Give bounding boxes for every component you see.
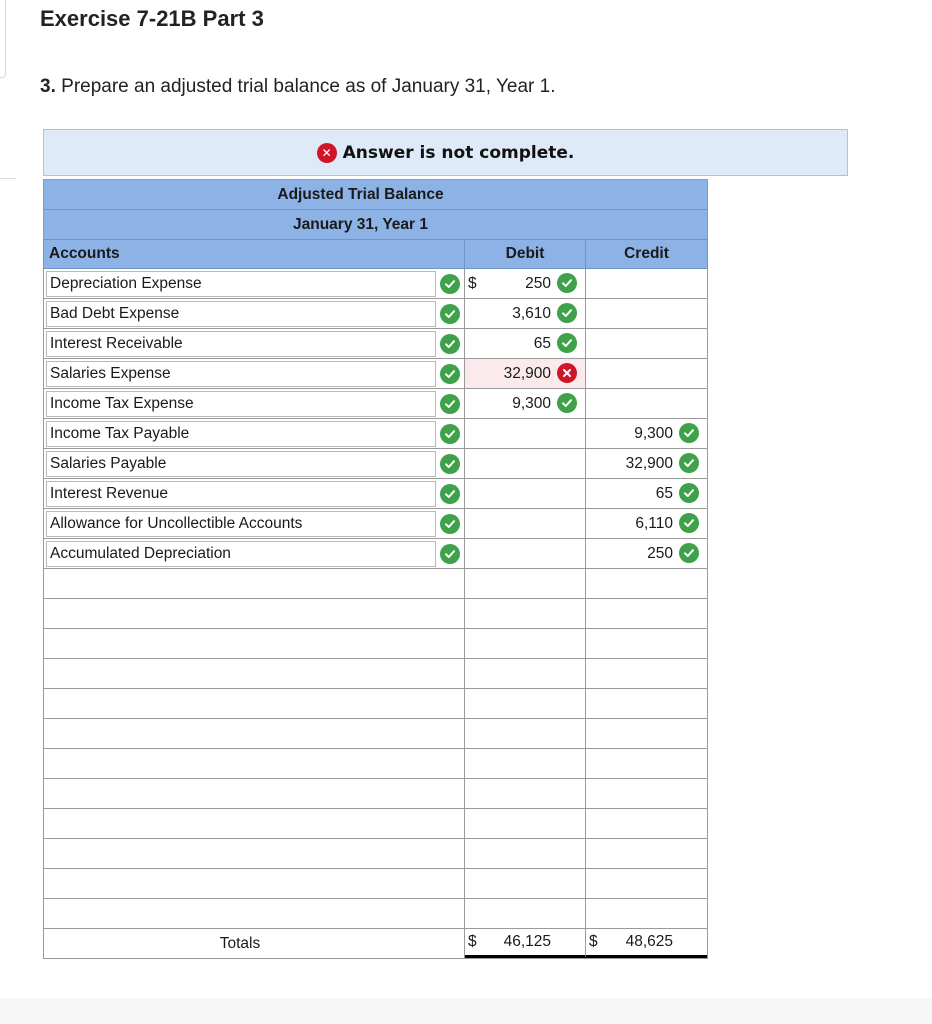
credit-input[interactable] [586,479,707,508]
currency-symbol: $ [468,274,477,292]
check-circle-icon [679,543,699,563]
debit-input[interactable] [465,299,586,328]
column-header-accounts: Accounts [44,240,465,268]
credit-input[interactable] [586,539,707,568]
check-circle-icon [440,304,460,324]
check-circle-icon [557,273,577,293]
credit-value: 6,110 [635,514,673,532]
debit-value: 9,300 [512,394,551,412]
debit-input[interactable] [465,899,586,928]
account-cell[interactable] [44,749,465,778]
empty-table-row [43,899,708,929]
account-cell [44,329,465,358]
credit-input[interactable] [586,749,707,778]
check-circle-icon [557,303,577,323]
table-row [43,329,708,359]
answer-status-text: Answer is not complete. [342,142,575,163]
credit-input[interactable] [586,629,707,658]
check-circle-icon [440,454,460,474]
account-select[interactable]: Allowance for Uncollectible Accounts [46,511,436,537]
account-cell[interactable] [44,599,465,628]
debit-input[interactable] [465,809,586,838]
check-circle-icon [679,483,699,503]
debit-input[interactable] [465,329,586,358]
account-cell[interactable] [44,809,465,838]
account-select[interactable]: Interest Receivable [46,331,436,357]
credit-input[interactable] [586,509,707,538]
column-header-debit: Debit [465,240,586,268]
debit-value: 250 [525,274,551,292]
empty-table-row [43,809,708,839]
table-row [43,299,708,329]
empty-table-row [43,749,708,779]
totals-credit-cell [586,929,707,958]
credit-input[interactable] [586,359,707,388]
empty-table-row [43,659,708,689]
account-select[interactable]: Salaries Payable [46,451,436,477]
account-cell [44,479,465,508]
account-cell [44,509,465,538]
check-circle-icon [679,513,699,533]
column-header-row [43,239,708,269]
account-select[interactable]: Accumulated Depreciation [46,541,436,567]
side-divider [0,178,16,179]
totals-row [43,929,708,959]
empty-table-row [43,839,708,869]
table-row [43,509,708,539]
debit-input[interactable] [465,389,586,418]
account-cell[interactable] [44,569,465,598]
empty-table-row [43,569,708,599]
table-row [43,389,708,419]
check-circle-icon [557,333,577,353]
page-title: Exercise 7-21B Part 3 [40,6,264,31]
table-row [43,269,708,299]
debit-input[interactable] [465,779,586,808]
debit-input[interactable] [465,569,586,598]
account-cell[interactable] [44,779,465,808]
check-circle-icon [557,393,577,413]
credit-input[interactable] [586,329,707,358]
credit-input[interactable] [586,599,707,628]
debit-input[interactable] [465,839,586,868]
debit-value: 32,900 [503,364,551,382]
x-circle-icon [557,363,577,383]
totals-credit-value: 48,625 [625,933,673,950]
question-prompt [40,76,555,98]
debit-input[interactable] [465,869,586,898]
credit-input[interactable] [586,719,707,748]
account-cell[interactable] [44,719,465,748]
empty-table-row [43,629,708,659]
debit-input[interactable] [465,479,586,508]
account-select[interactable]: Income Tax Expense [46,391,436,417]
account-select[interactable]: Income Tax Payable [46,421,436,447]
account-cell [44,299,465,328]
account-cell[interactable] [44,659,465,688]
account-select[interactable]: Salaries Expense [46,361,436,387]
check-circle-icon [440,364,460,384]
check-circle-icon [679,453,699,473]
totals-debit-value: 46,125 [503,933,551,950]
check-circle-icon [440,334,460,354]
credit-input[interactable] [586,689,707,718]
credit-input[interactable] [586,389,707,418]
debit-input[interactable] [465,749,586,778]
credit-input[interactable] [586,449,707,478]
account-cell [44,359,465,388]
debit-input[interactable] [465,689,586,718]
check-circle-icon [440,424,460,444]
debit-value: 3,610 [512,304,551,322]
credit-input[interactable] [586,869,707,898]
check-circle-icon [440,514,460,534]
debit-input[interactable] [465,599,586,628]
totals-credit-currency: $ [589,933,598,950]
debit-input[interactable] [465,539,586,568]
debit-input[interactable] [465,719,586,748]
totals-label: Totals [44,929,465,958]
check-circle-icon [440,484,460,504]
account-cell [44,539,465,568]
table-row [43,359,708,389]
table-row [43,449,708,479]
debit-input[interactable] [465,659,586,688]
table-date: January 31, Year 1 [43,209,708,239]
account-cell[interactable] [44,869,465,898]
credit-input[interactable] [586,269,707,298]
debit-input[interactable] [465,629,586,658]
account-cell[interactable] [44,689,465,718]
table-row [43,419,708,449]
credit-input[interactable] [586,419,707,448]
account-cell [44,449,465,478]
answer-status-banner [43,129,848,176]
empty-table-row [43,689,708,719]
credit-input[interactable] [586,839,707,868]
check-circle-icon [440,544,460,564]
credit-input[interactable] [586,809,707,838]
debit-input[interactable] [465,359,586,388]
x-circle-icon: ✕ [317,143,337,163]
side-panel-edge [0,0,6,78]
empty-table-row [43,719,708,749]
account-cell [44,269,465,298]
adjusted-trial-balance-table [43,179,708,959]
account-select[interactable]: Depreciation Expense [46,271,436,297]
table-row [43,539,708,569]
debit-value: 65 [533,334,551,352]
totals-debit-currency: $ [468,933,477,950]
account-cell [44,419,465,448]
debit-input[interactable] [465,449,586,478]
account-cell[interactable] [44,899,465,928]
credit-value: 9,300 [634,424,673,442]
table-title: Adjusted Trial Balance [43,179,708,209]
credit-value: 65 [655,484,673,502]
check-circle-icon [679,423,699,443]
account-select[interactable]: Interest Revenue [46,481,436,507]
check-circle-icon [440,274,460,294]
debit-input[interactable] [465,419,586,448]
check-circle-icon [440,394,460,414]
debit-input[interactable] [465,269,586,298]
empty-table-row [43,599,708,629]
totals-debit-cell [465,929,586,958]
credit-input[interactable] [586,779,707,808]
column-header-credit: Credit [624,245,669,262]
table-row [43,479,708,509]
credit-input[interactable] [586,569,707,598]
empty-table-row [43,869,708,899]
empty-table-row [43,779,708,809]
account-cell[interactable] [44,629,465,658]
question-text: Prepare an adjusted trial balance as of January 31, Year 1. [61,76,556,97]
credit-input[interactable] [586,899,707,928]
account-select[interactable]: Bad Debt Expense [46,301,436,327]
account-cell [44,389,465,418]
debit-input[interactable] [465,509,586,538]
question-number: 3. [40,76,56,97]
credit-input[interactable] [586,659,707,688]
credit-value: 32,900 [625,454,673,472]
credit-value: 250 [647,544,673,562]
page-footer [0,998,932,1024]
credit-input[interactable] [586,299,707,328]
table-body [43,269,708,929]
account-cell[interactable] [44,839,465,868]
